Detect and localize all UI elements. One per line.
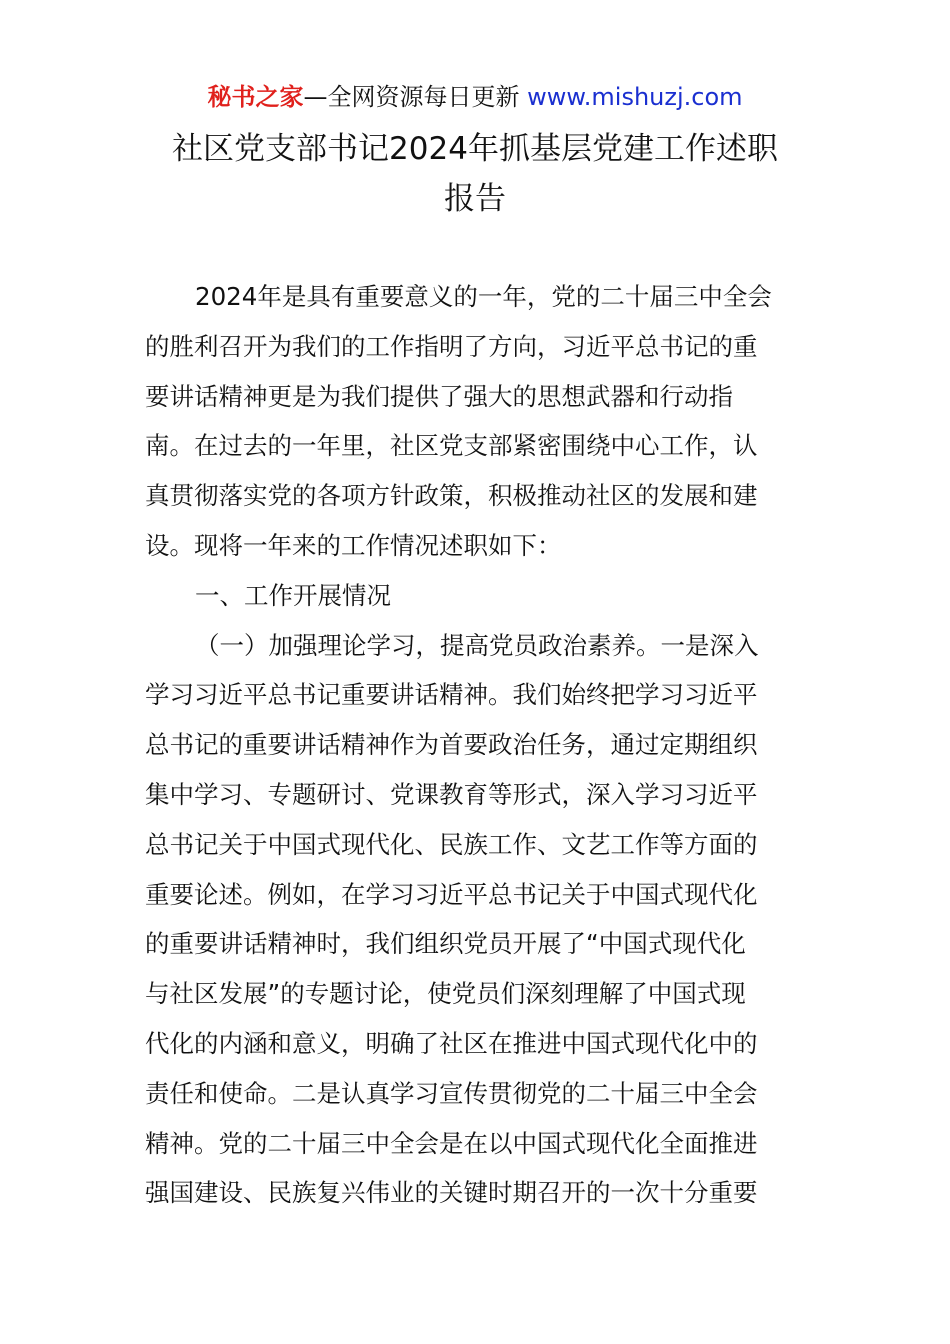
body-line: 总书记关于中国式现代化、民族工作、文艺工作等方面的 <box>145 829 758 859</box>
site-banner <box>0 80 950 114</box>
body-line: 精神。党的二十届三中全会是在以中国式现代化全面推进 <box>145 1128 758 1158</box>
brand-name: 秘书之家 <box>207 83 304 111</box>
body-line: 代化的内涵和意义，明确了社区在推进中国式现代化中的 <box>145 1028 758 1058</box>
body-line: 南。在过去的一年里，社区党支部紧密围绕中心工作，认 <box>145 431 758 461</box>
title-line: 报告 <box>444 181 506 217</box>
title-line: 社区党支部书记2024年抓基层党建工作述职 <box>172 131 778 167</box>
body-line: 2024年是具有重要意义的一年，党的二十届三中全会 <box>195 282 772 311</box>
body-line: 总书记的重要讲话精神作为首要政治任务，通过定期组织 <box>145 730 758 760</box>
body-line: 强国建设、民族复兴伟业的关键时期召开的一次十分重要 <box>145 1178 758 1208</box>
document-body <box>145 272 810 1218</box>
body-line: 责任和使命。二是认真学习宣传贯彻党的二十届三中全会 <box>145 1078 758 1108</box>
body-line: 要讲话精神更是为我们提供了强大的思想武器和行动指 <box>145 381 733 411</box>
body-line: 设。现将一年来的工作情况述职如下： <box>145 530 562 560</box>
section-heading: 一、工作开展情况 <box>195 580 391 610</box>
body-line: 学习习近平总书记重要讲话精神。我们始终把学习习近平 <box>145 680 758 710</box>
site-link[interactable]: www.mishuzj.com <box>527 83 743 111</box>
body-line: 重要论述。例如，在学习习近平总书记关于中国式现代化 <box>145 879 758 909</box>
body-line: （一）加强理论学习，提高党员政治素养。一是深入 <box>195 630 759 660</box>
body-line: 的胜利召开为我们的工作指明了方向，习近平总书记的重 <box>145 331 758 361</box>
body-line: 与社区发展”的专题讨论，使党员们深刻理解了中国式现 <box>145 979 746 1009</box>
body-line: 真贯彻落实党的各项方针政策，积极推动社区的发展和建 <box>145 481 758 511</box>
banner-tagline: —全网资源每日更新 <box>303 83 520 111</box>
document-title <box>120 124 830 224</box>
body-line: 集中学习、专题研讨、党课教育等形式，深入学习习近平 <box>145 779 758 809</box>
body-line: 的重要讲话精神时，我们组织党员开展了“中国式现代化 <box>145 929 746 959</box>
